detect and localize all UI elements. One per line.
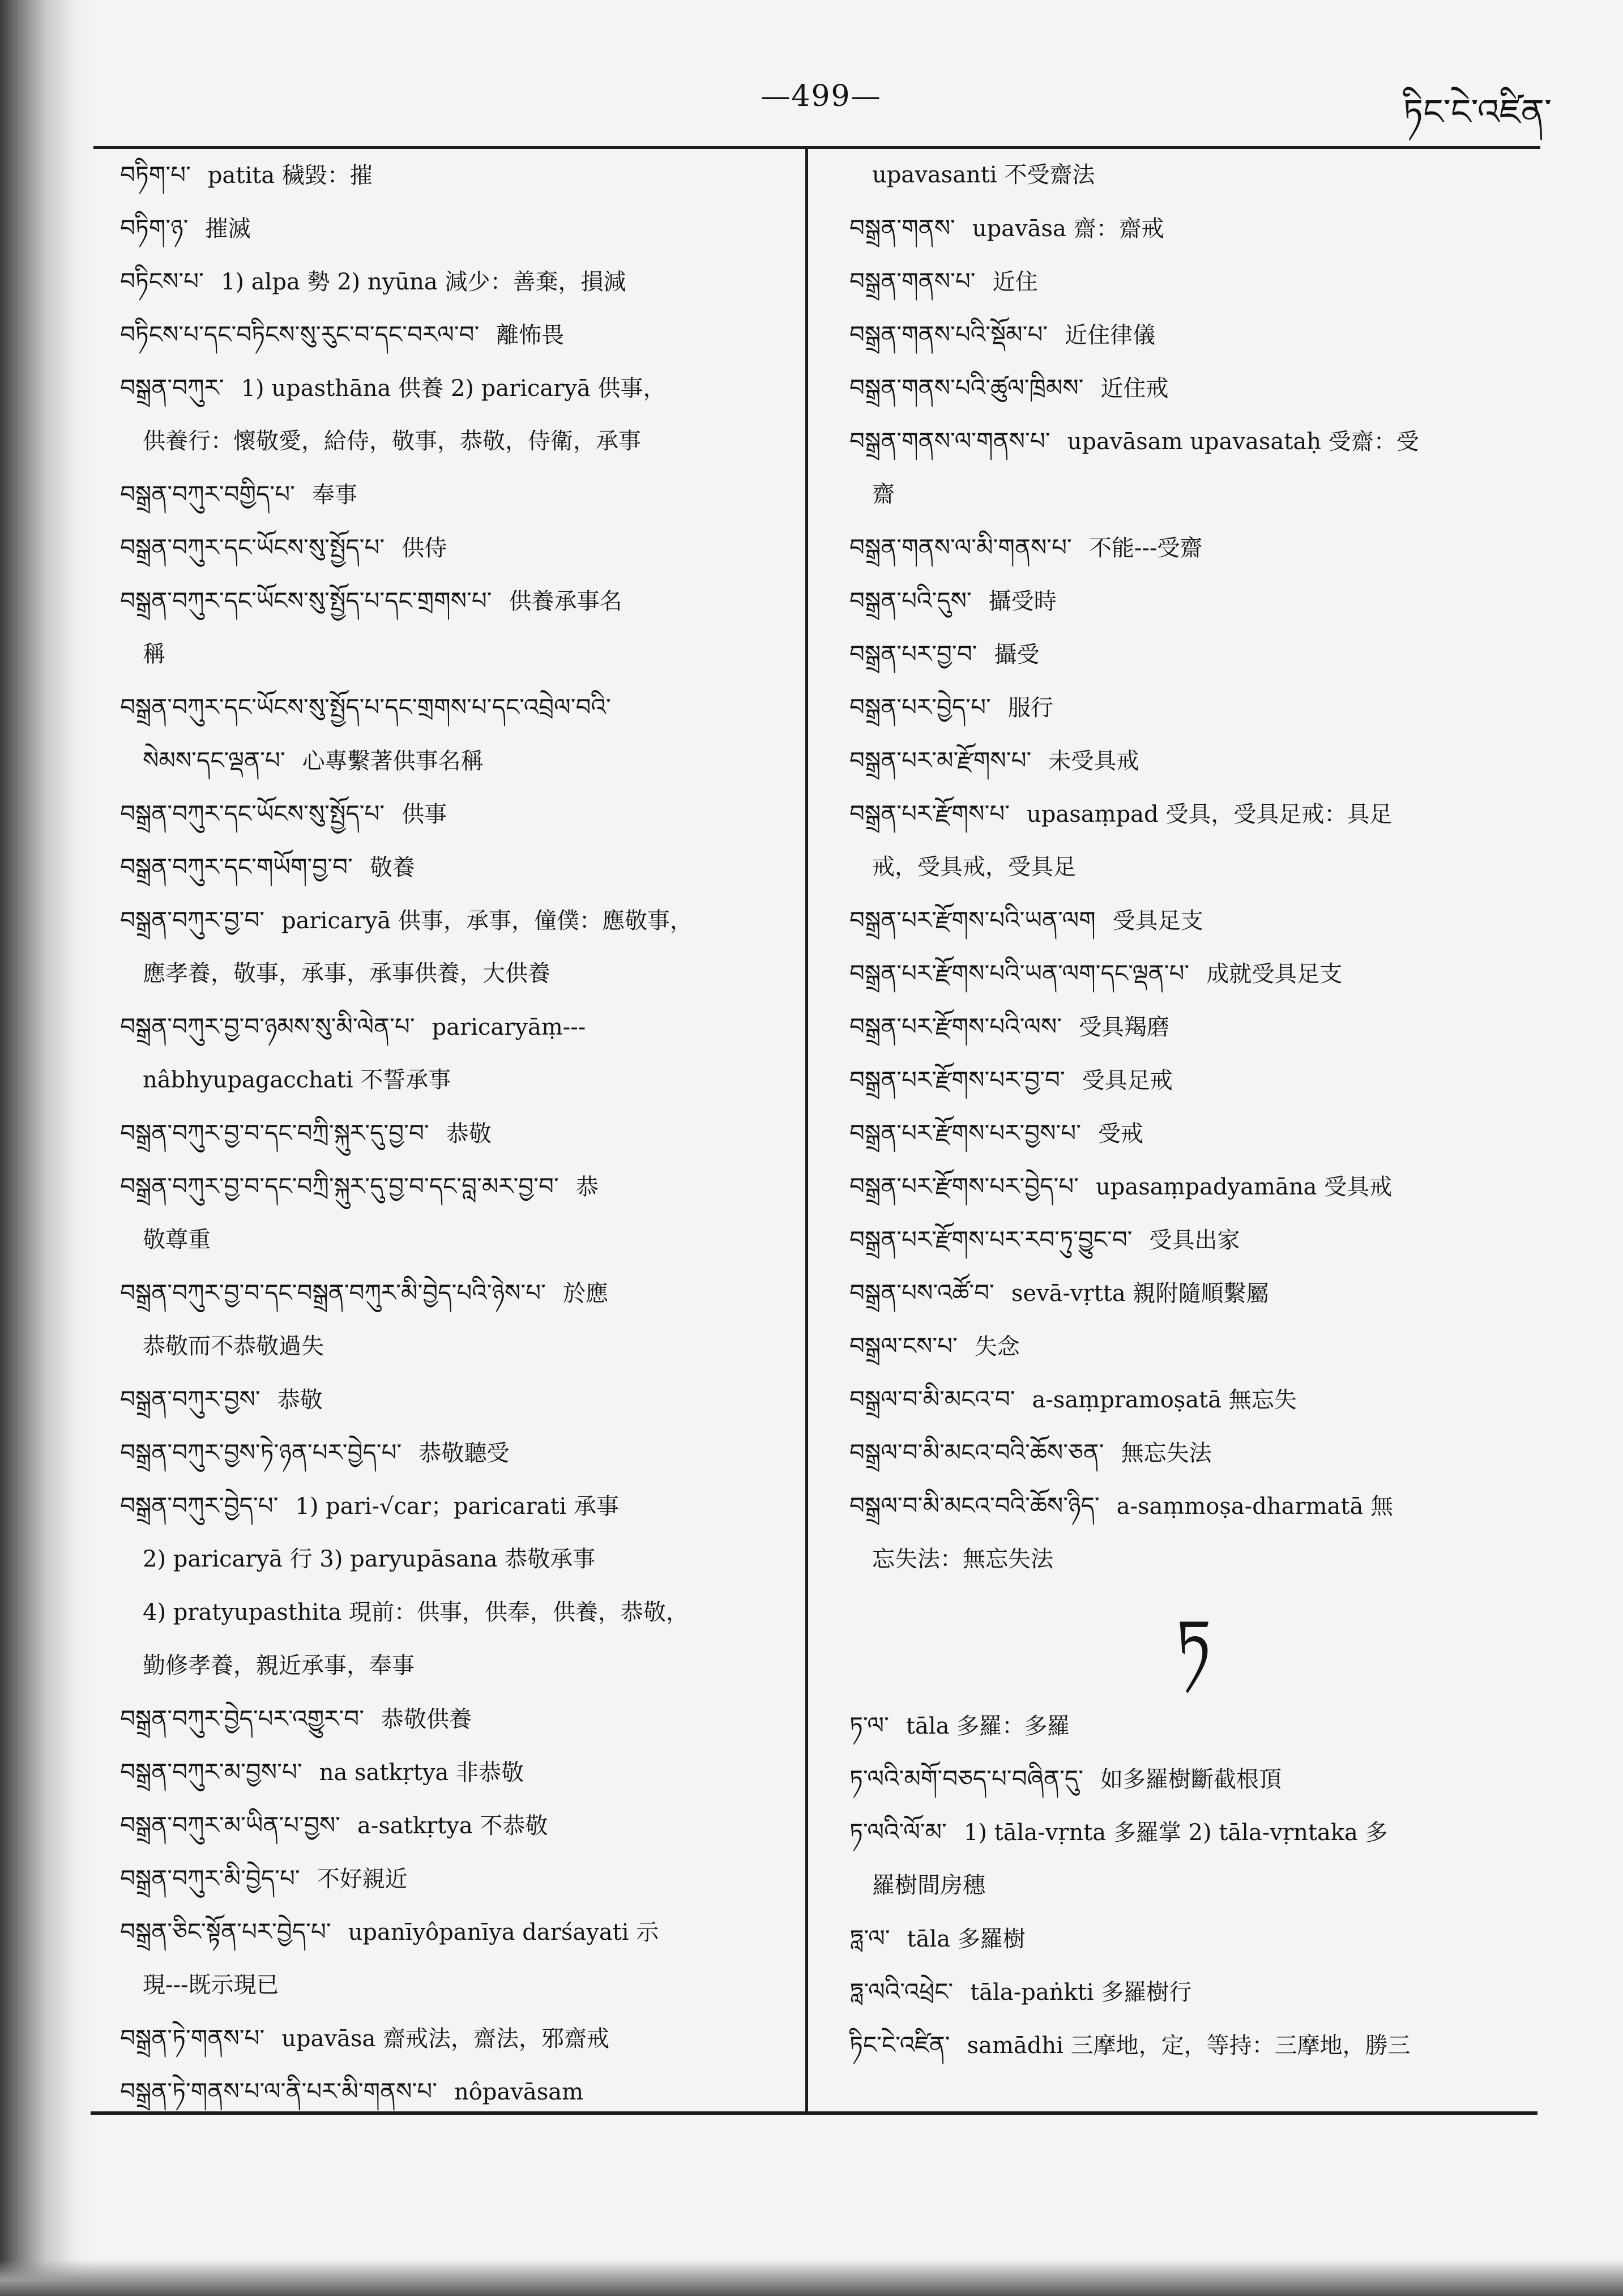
dictionary-entry [849, 1373, 1537, 1426]
entry-definition: 不好親近 [317, 1866, 408, 1892]
tibetan-headword: བཏིངས་པ་དང་བཏིངས་སུ་རུང་བ་དང་བརལ་བ་ [120, 321, 480, 348]
entry-definition: tāla 多羅：多羅 [906, 1713, 1070, 1739]
tibetan-headword: བསྒྲན་བཀུར་མ་བྱས་པ་ [120, 1758, 302, 1786]
dictionary-entry [849, 1426, 1537, 1479]
entry-continuation [120, 1958, 800, 2012]
tibetan-headword: བསྒྲན་པས་འཚོ་བ་ [849, 1279, 994, 1307]
entry-continuation [120, 1533, 800, 1586]
entry-continuation [120, 628, 800, 681]
dictionary-entry [849, 1107, 1537, 1160]
dictionary-entry [849, 1752, 1537, 1806]
tibetan-headword: བསྒྲན་བཀུར་བྱེད་པ་ [120, 1492, 279, 1520]
entry-definition: paricaryā 供事，承事，僮僕：應敬事， [281, 908, 693, 934]
tibetan-headword: བསྒྲན་བཀུར་བགྱིད་པ་ [120, 480, 295, 508]
page-number: —499— [761, 79, 882, 113]
entry-definition: paricaryāṃ--- [432, 1014, 586, 1040]
dictionary-entry [849, 361, 1537, 415]
entry-continuation [120, 1053, 800, 1107]
dictionary-entry [849, 1053, 1537, 1107]
tibetan-headword: བསྒྲན་ཅིང་སྟོན་པར་བྱེད་པ་ [120, 1918, 331, 1945]
dictionary-entry [849, 308, 1537, 361]
dictionary-entry [120, 574, 800, 628]
entry-definition: 近住律儀 [1065, 322, 1156, 348]
entry-definition: na satkṛtya 非恭敬 [319, 1760, 524, 1786]
entry-definition: a-saṃpramoṣatā 無忘失 [1032, 1387, 1297, 1413]
entry-definition: nâbhyupagacchati 不誓承事 [143, 1067, 451, 1093]
tibetan-headword: བསྒྲན་པར་རྫོགས་པ་ [849, 800, 1010, 827]
entry-definition: 敬養 [369, 855, 415, 881]
tibetan-headword: བསྒྲན་བཀུར་མི་བྱེད་པ་ [120, 1864, 300, 1892]
tibetan-headword: བསྒྲན་བཀུར་ [120, 374, 224, 402]
entry-definition: 不能---受齋 [1088, 535, 1203, 561]
entry-definition: upasaṃpadyamāna 受具戒 [1096, 1174, 1393, 1200]
entry-definition: 恭敬 [446, 1121, 492, 1147]
entry-continuation [849, 468, 1537, 521]
dictionary-entry [120, 1266, 800, 1320]
section-letter: ཏ [1176, 1606, 1211, 1679]
entry-definition: 受具出家 [1149, 1227, 1240, 1253]
tibetan-headword: བསྒྲན་པར་བྱེད་པ་ [849, 693, 991, 721]
entry-definition: 供養行：懷敬愛，給侍，敬事，恭敬，侍衛，承事 [143, 428, 641, 454]
entry-definition: tāla-paṅkti 多羅樹行 [970, 1979, 1192, 2005]
dictionary-entry [120, 202, 800, 255]
tibetan-headword: བསྒྲན་བཀུར་བྱ་བ་དང་བཀྲི་སྐུར་དུ་བྱ་བ་ [120, 1119, 429, 1147]
left-column [120, 148, 800, 2118]
tibetan-headword: བསྒྲན་བཀུར་བྱ་བ་ [120, 906, 265, 934]
entry-definition: upavasanti 不受齋法 [872, 162, 1095, 188]
tibetan-headword: སེམས་དང་ལྡན་པ་ [143, 746, 285, 774]
entry-definition: 攝受 [994, 642, 1040, 668]
tibetan-headword: བསྒྲན་བཀུར་དང་ཡོངས་སུ་སྤྱོད་པ་དང་གྲགས་པ་དང་འབྲེལ་བའི་ [120, 693, 611, 721]
dictionary-entry [849, 1806, 1537, 1859]
tibetan-headword: ཏ་ལའི་ལོ་མ་ [849, 1818, 947, 1846]
tibetan-headword: བསྒྲན་བཀུར་བྱ་བ་དང་བསྒྲན་བཀུར་མི་བྱེད་པའི་ཉེས་པ་ [120, 1279, 546, 1307]
dictionary-entry [849, 1912, 1537, 1965]
dictionary-entry [849, 202, 1537, 255]
tibetan-headword: བསྒྲན་པར་རྫོགས་པར་རབ་ཏུ་བྱུང་བ་ [849, 1226, 1133, 1253]
entry-continuation [120, 947, 800, 1000]
entry-definition: 未受具戒 [1048, 748, 1139, 774]
tibetan-headword: ཏ་ལ་ [849, 1712, 889, 1739]
entry-definition: 供事 [402, 801, 447, 827]
dictionary-entry [849, 1320, 1537, 1373]
tibetan-headword: བསྒྲན་པར་རྫོགས་པའི་ཡན་ལག [849, 906, 1096, 934]
right-column [849, 148, 1537, 2072]
tibetan-headword: བསྒྲན་པར་བྱ་བ་ [849, 640, 977, 668]
dictionary-entry [849, 255, 1537, 308]
entry-definition: 供養承事名 [509, 588, 622, 614]
entry-definition: 如多羅樹斷截根頂 [1100, 1766, 1282, 1793]
entry-definition: 恭敬聽受 [418, 1440, 510, 1466]
dictionary-entry [849, 894, 1537, 947]
tibetan-headword: བཏིག་པ་ [120, 161, 191, 189]
tibetan-headword: བསྒྲན་པར་རྫོགས་པའི་ཡན་ལག་དང་ལྡན་པ་ [849, 959, 1190, 987]
dictionary-entry [120, 840, 800, 894]
dictionary-entry [849, 734, 1537, 787]
entry-definition: 受具羯磨 [1079, 1014, 1170, 1040]
entry-definition: 稱 [143, 641, 165, 667]
dictionary-entry [120, 308, 800, 361]
entry-definition: 敬尊重 [143, 1227, 211, 1253]
dictionary-entry [120, 1746, 800, 1799]
tibetan-headword: བསྒྲན་བཀུར་བྱས་ཏེ་ཉན་པར་བྱེད་པ་ [120, 1439, 402, 1466]
dictionary-entry [120, 1479, 800, 1533]
tibetan-headword: བསྒྲན་པར་མ་རྫོགས་པ་ [849, 746, 1032, 774]
dictionary-entry [120, 1426, 800, 1479]
entry-definition: 1) pari-√car；paricarati 承事 [295, 1493, 620, 1520]
dictionary-entry [120, 361, 800, 415]
tibetan-headword: ཏླ་ལའི་འཕྲེང་ [849, 1978, 954, 2005]
tibetan-headword: བསྒྲན་གནས་ [849, 214, 955, 242]
dictionary-entry [849, 2018, 1537, 2072]
dictionary-entry [849, 681, 1537, 734]
entry-definition: 受戒 [1098, 1121, 1144, 1147]
entry-definition: upavāsa 齋戒法，齋法，邪齋戒 [281, 2026, 610, 2052]
dictionary-entry [120, 1799, 800, 1852]
entry-definition: 近住戒 [1100, 375, 1169, 402]
tibetan-headword: བསྒྲན་གནས་པ་ [849, 267, 976, 295]
entry-definition: 近住 [992, 269, 1038, 295]
dictionary-entry [120, 148, 800, 202]
entry-definition: a-saṃmoṣa-dharmatā 無 [1116, 1493, 1394, 1520]
entry-definition: upanīyôpanīya darśayati 示 [348, 1919, 659, 1945]
dictionary-entry [849, 628, 1537, 681]
entry-definition: 心專繫著供事名稱 [302, 748, 484, 774]
entry-definition: 攝受時 [988, 588, 1057, 614]
dictionary-entry [120, 2065, 800, 2118]
dictionary-entry [120, 681, 800, 734]
entry-definition: 現---既示現已 [143, 1972, 279, 1998]
entry-definition: tāla 多羅樹 [907, 1926, 1026, 1952]
tibetan-headword: བསྒྲན་པའི་དུས་ [849, 587, 972, 614]
tibetan-headword: བསྒྲན་པར་རྫོགས་པར་བྱ་བ་ [849, 1066, 1065, 1094]
tibetan-headword: བསྒྲན་གནས་པའི་སྡོམ་པ་ [849, 321, 1048, 348]
entry-continuation [120, 1213, 800, 1266]
tibetan-headword: བཏིངས་པ་ [120, 267, 204, 295]
entry-definition: 供侍 [402, 535, 447, 561]
dictionary-entry [120, 1160, 800, 1213]
tibetan-headword: བསྒྲལ་བ་མི་མངའ་བའི་ཆོས་ཅན་ [849, 1439, 1104, 1466]
tibetan-headword: བཏིག་ཉ་ [120, 214, 189, 242]
entry-definition: upasaṃpad 受具，受具足戒：具足 [1027, 801, 1393, 827]
tibetan-headword: བསྒྲན་བཀུར་དང་ཡོངས་སུ་སྤྱོད་པ་ [120, 800, 385, 827]
tibetan-headword: ཏིང་ངེ་འཛིན་ [849, 2031, 950, 2059]
entry-definition: 受具足支 [1112, 908, 1203, 934]
tibetan-headword: ཏ་ལའི་མགོ་བཅད་པ་བཞིན་དུ་ [849, 1765, 1084, 1793]
running-head: ཏིང་ངེ་འཛིན་ [1403, 91, 1552, 133]
dictionary-entry [849, 947, 1537, 1000]
dictionary-entry [849, 1699, 1537, 1752]
dictionary-entry [120, 1000, 800, 1053]
dictionary-entry [120, 1852, 800, 1905]
tibetan-headword: བསྒྲལ་བ་མི་མངའ་བ་ [849, 1385, 1015, 1413]
tibetan-headword: བསྒྲལ་ངས་པ་ [849, 1332, 958, 1360]
dictionary-entry [120, 894, 800, 947]
entry-continuation [120, 1639, 800, 1692]
entry-continuation [120, 1320, 800, 1373]
entry-definition: 2) paricaryā 行 3) paryupāsana 恭敬承事 [143, 1546, 596, 1572]
entry-definition: 應孝養，敬事，承事，承事供養，大供養 [143, 961, 550, 987]
tibetan-headword: བསྒྲལ་བ་མི་མངའ་བའི་ཆོས་ཉིད་ [849, 1492, 1100, 1520]
tibetan-headword: བསྒྲན་གནས་ལ་མི་གནས་པ་ [849, 534, 1072, 561]
entry-definition: 受具足戒 [1082, 1068, 1173, 1094]
tibetan-headword: བསྒྲན་ཏེ་གནས་པ་ལ་ནི་པར་མི་གནས་པ་ [120, 2077, 438, 2105]
tibetan-headword: བསྒྲན་བཀུར་བྱ་བ་དང་བཀྲི་སྐུར་དུ་བྱ་བ་དང་བླ་མར་བྱ་བ་ [120, 1172, 559, 1200]
entry-definition: 勤修孝養，親近承事，奉事 [143, 1653, 415, 1679]
entry-definition: 恭 [575, 1174, 599, 1200]
dictionary-entry [849, 1160, 1537, 1213]
entry-definition: sevā-vṛtta 親附隨順繫屬 [1011, 1281, 1269, 1307]
tibetan-headword: བསྒྲན་བཀུར་བྱས་ [120, 1385, 260, 1413]
entry-continuation [120, 734, 800, 787]
entry-definition: 戒，受具戒，受具足 [872, 854, 1076, 880]
dictionary-entry [120, 1692, 800, 1746]
tibetan-headword: བསྒྲན་བཀུར་དང་ཡོངས་སུ་སྤྱོད་པ་ [120, 534, 385, 561]
tibetan-headword: བསྒྲན་བཀུར་བྱ་བ་ཉམས་སུ་མི་ལེན་པ་ [120, 1013, 415, 1040]
tibetan-headword: བསྒྲན་བཀུར་དང་ཡོངས་སུ་སྤྱོད་པ་དང་གྲགས་པ་ [120, 587, 492, 614]
dictionary-entry [849, 574, 1537, 628]
tibetan-headword: བསྒྲན་བཀུར་བྱེད་པར་འགྱུར་བ་ [120, 1705, 365, 1732]
entry-continuation [849, 1533, 1537, 1586]
tibetan-headword: བསྒྲན་པར་རྫོགས་པར་བྱས་པ་ [849, 1119, 1082, 1147]
entry-definition: 1) upasthāna 供養 2) paricaryā 供事， [241, 375, 666, 402]
entry-continuation [849, 148, 1537, 202]
dictionary-entry [849, 415, 1537, 468]
dictionary-entry [849, 521, 1537, 574]
tibetan-headword: བསྒྲན་གནས་པའི་ཚུལ་ཁྲིམས་ [849, 374, 1084, 402]
entry-definition: 離怖畏 [496, 322, 565, 348]
entry-definition: 恭敬 [277, 1387, 323, 1413]
entry-definition: a-satkṛtya 不恭敬 [357, 1813, 548, 1839]
dictionary-entry [120, 521, 800, 574]
dictionary-entry [120, 255, 800, 308]
entry-definition: 1) tāla-vṛnta 多羅掌 2) tāla-vṛntaka 多 [963, 1820, 1388, 1846]
entry-continuation [849, 1859, 1537, 1912]
bottom-edge-shadow [0, 2260, 1623, 2296]
entry-definition: upavāsa 齋：齋戒 [972, 216, 1164, 242]
dictionary-entry [849, 1000, 1537, 1053]
entry-continuation [120, 1586, 800, 1639]
dictionary-entry [849, 787, 1537, 840]
entry-definition: 奉事 [311, 482, 357, 508]
dictionary-entry [120, 1107, 800, 1160]
entry-definition: nôpavāsam [454, 2079, 584, 2105]
dictionary-entry [120, 468, 800, 521]
entry-continuation [849, 840, 1537, 894]
dictionary-entry [849, 1965, 1537, 2018]
entry-definition: 於應 [562, 1281, 608, 1307]
column-divider [805, 146, 808, 2114]
entry-definition: patita 穢毀：摧 [207, 163, 373, 189]
dictionary-entry [849, 1213, 1537, 1266]
tibetan-headword: བསྒྲན་ཏེ་གནས་པ་ [120, 2024, 265, 2052]
entry-definition: 4) pratyupasthita 現前：供事，供奉，供養，恭敬， [143, 1599, 689, 1625]
tibetan-headword: བསྒྲན་བཀུར་དང་གཡོག་བྱ་བ་ [120, 853, 353, 881]
book-binding-shadow [0, 0, 102, 2296]
entry-definition: 失念 [974, 1334, 1020, 1360]
entry-definition: 成就受具足支 [1206, 961, 1343, 987]
dictionary-entry [120, 2012, 800, 2065]
dictionary-entry [120, 1905, 800, 1958]
dictionary-entry [849, 1479, 1537, 1533]
tibetan-headword: བསྒྲན་གནས་ལ་གནས་པ་ [849, 427, 1050, 455]
entry-definition: 齋 [872, 481, 895, 507]
entry-definition: 恭敬供養 [381, 1706, 472, 1732]
entry-definition: 摧滅 [205, 216, 251, 242]
tibetan-headword: བསྒྲན་བཀུར་མ་ཡིན་པ་བྱས་ [120, 1811, 341, 1839]
entry-continuation [120, 415, 800, 468]
entry-definition: 忘失法：無忘失法 [872, 1546, 1053, 1572]
entry-definition: 恭敬而不恭敬過失 [143, 1333, 324, 1359]
entry-definition: upavāsam upavasataḥ 受齋：受 [1067, 429, 1419, 455]
tibetan-headword: བསྒྲན་པར་རྫོགས་པར་བྱེད་པ་ [849, 1172, 1079, 1200]
entry-definition: samādhi 三摩地，定，等持：三摩地，勝三 [967, 2033, 1411, 2059]
entry-definition: 無忘失法 [1121, 1440, 1212, 1466]
tibetan-headword: ཏླ་ལ་ [849, 1924, 890, 1952]
entry-definition: 羅樹間房穗 [872, 1872, 985, 1898]
entry-definition: 服行 [1007, 695, 1053, 721]
dictionary-entry [849, 1266, 1537, 1320]
entry-definition: 1) alpa 勢 2) nyūna 減少：善棄，損減 [220, 269, 626, 295]
dictionary-entry [120, 787, 800, 840]
tibetan-headword: བསྒྲན་པར་རྫོགས་པའི་ལས་ [849, 1013, 1062, 1040]
dictionary-entry [120, 1373, 800, 1426]
